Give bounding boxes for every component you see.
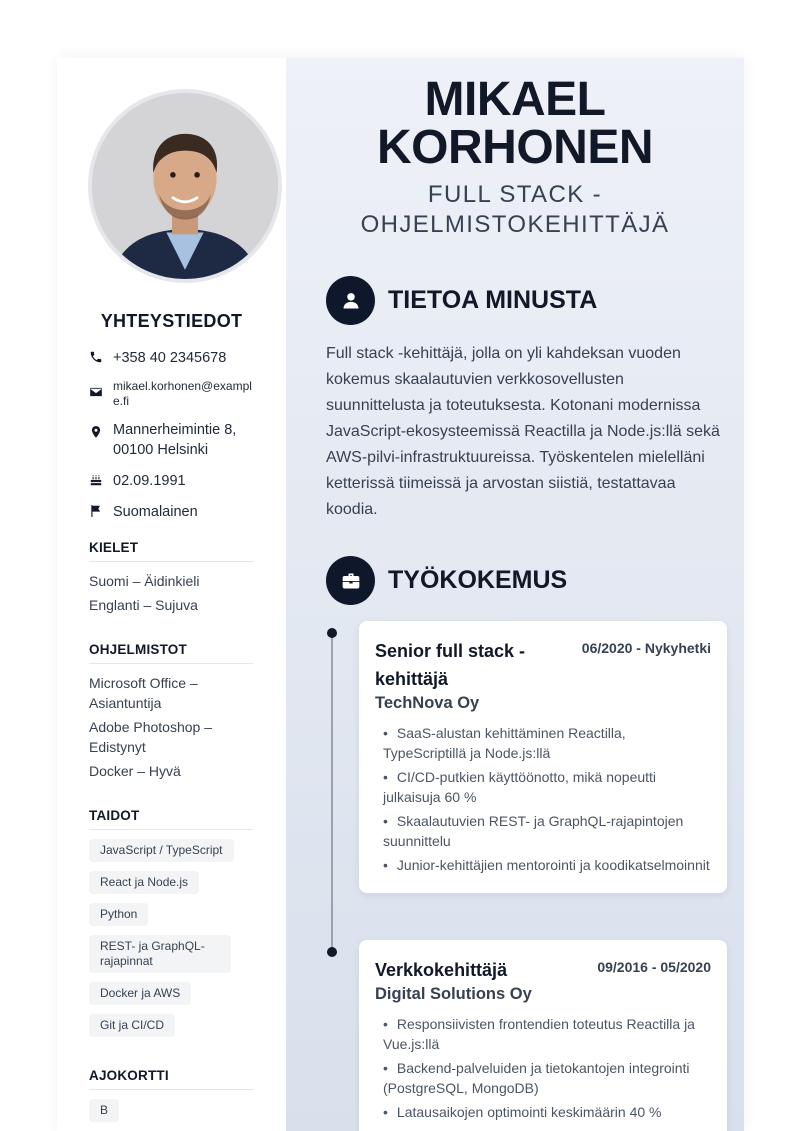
- about-title: TIETOA MINUSTA: [388, 286, 598, 314]
- job-bullet: • Backend-palveluiden ja tietokantojen integrointi (PostgreSQL, MongoDB): [383, 1060, 690, 1096]
- skill-chip: Docker ja AWS: [89, 982, 191, 1005]
- license-chip: B: [89, 1099, 119, 1122]
- experience-title: TYÖKOKEMUS: [388, 566, 568, 594]
- job-bullet: • Latausaikojen optimointi keskimäärin 40 %: [383, 1104, 662, 1120]
- main-column: [286, 58, 744, 1131]
- software-item: Adobe Photoshop – Edistynyt: [89, 719, 212, 755]
- address-line-2: 00100 Helsinki: [113, 442, 209, 458]
- experience-section-header: [326, 556, 567, 605]
- nationality: Suomalainen: [113, 504, 198, 520]
- email-address[interactable]: mikael.korhonen@example.fi: [113, 379, 252, 408]
- address-line-1: Mannerheimintie 8,: [113, 422, 237, 438]
- software-item: Docker – Hyvä: [89, 763, 181, 779]
- job-card: [359, 940, 727, 1131]
- job-bullet: • Skaalautuvien REST- ja GraphQL-rajapintojen suunnittelu: [383, 813, 684, 849]
- contact-section-title: YHTEYSTIEDOT: [100, 311, 243, 331]
- software-title: OHJELMISTOT: [89, 642, 253, 664]
- last-name: KORHONEN: [376, 121, 653, 174]
- job-bullet: • SaaS-alustan kehittäminen Reactilla, TypeScriptillä ja Node.js:llä: [383, 725, 626, 761]
- envelope-icon: [89, 385, 105, 401]
- about-text: Full stack -kehittäjä, jolla on yli kahdeksan vuoden kokemus skaalautuvien verkkosovellusten suunnittelusta ja toteutuksesta. Kotonani modernissa JavaScript-ekosysteemissä Reactilla ja Node.js:llä sekä AWS-pilvi-infrastruktuureissa. Työskentelen mielelläni ketterissä tiimeissä ja arvostan siistiä, testattavaa koodia.: [326, 345, 720, 518]
- job-card: [359, 621, 727, 893]
- software-item: Microsoft Office – Asiantuntija: [89, 675, 198, 711]
- address: [113, 420, 236, 460]
- profile-photo: [88, 89, 282, 283]
- full-name: [286, 73, 744, 174]
- skill-chip: Git ja CI/CD: [89, 1014, 175, 1037]
- skill-chip: JavaScript / TypeScript: [89, 839, 234, 862]
- map-pin-icon: [89, 425, 105, 441]
- job-title: Senior full stack -kehittäjä: [375, 641, 526, 689]
- skills-title: TAIDOT: [89, 808, 253, 830]
- about-section-header: [326, 276, 597, 325]
- software-section: [89, 642, 253, 785]
- job-bullet: • CI/CD-putkien käyttöönotto, mikä nopeutti julkaisuja 60 %: [383, 769, 657, 805]
- job-role: [286, 180, 744, 240]
- birthdate: 02.09.1991: [113, 473, 186, 489]
- job-date: 06/2020 - Nykyhetki: [581, 640, 711, 656]
- contact-phone: [89, 348, 259, 368]
- job-bullet: • Responsiivisten frontendien toteutus Reactilla ja Vue.js:llä: [383, 1016, 695, 1052]
- job-date: 09/2016 - 05/2020: [597, 959, 711, 975]
- sidebar: [57, 58, 286, 1131]
- license-section: [89, 1068, 253, 1131]
- timeline-dot: [327, 947, 337, 957]
- timeline-line: [331, 632, 333, 952]
- company-name: Digital Solutions Oy: [375, 985, 532, 1003]
- skill-chip: React ja Node.js: [89, 871, 199, 894]
- contact-address: [89, 420, 259, 460]
- languages-section: [89, 540, 253, 619]
- job-title: Verkkokehittäjä: [375, 960, 508, 980]
- contact-birthdate: [89, 471, 259, 491]
- skills-section: [89, 808, 253, 1046]
- portrait-illustration: [92, 93, 278, 279]
- timeline-dot: [327, 628, 337, 638]
- contact-email: [89, 379, 259, 409]
- resume-page: [57, 58, 744, 1131]
- phone-icon: [89, 350, 105, 366]
- role-line-1: FULL STACK -: [427, 181, 603, 208]
- briefcase-icon: [326, 556, 375, 605]
- license-title: AJOKORTTI: [89, 1068, 253, 1090]
- languages-title: KIELET: [89, 540, 253, 562]
- job-bullet: • Junior-kehittäjien mentorointi ja koodikatselmoinnit: [383, 857, 710, 873]
- contact-list: [89, 348, 259, 533]
- flag-icon: [89, 504, 105, 520]
- skill-chip: REST- ja GraphQL-rajapinnat: [89, 935, 231, 973]
- role-line-2: OHJELMISTOKEHITTÄJÄ: [360, 211, 670, 238]
- company-name: TechNova Oy: [375, 694, 480, 712]
- language-item: Suomi – Äidinkieli: [89, 573, 200, 589]
- phone-number: +358 40 2345678: [113, 350, 227, 366]
- language-item: Englanti – Sujuva: [89, 597, 198, 613]
- first-name: MIKAEL: [424, 73, 606, 126]
- birthday-cake-icon: [89, 473, 105, 489]
- skill-chip: Python: [89, 903, 148, 926]
- contact-nationality: [89, 502, 259, 522]
- user-icon: [326, 276, 375, 325]
